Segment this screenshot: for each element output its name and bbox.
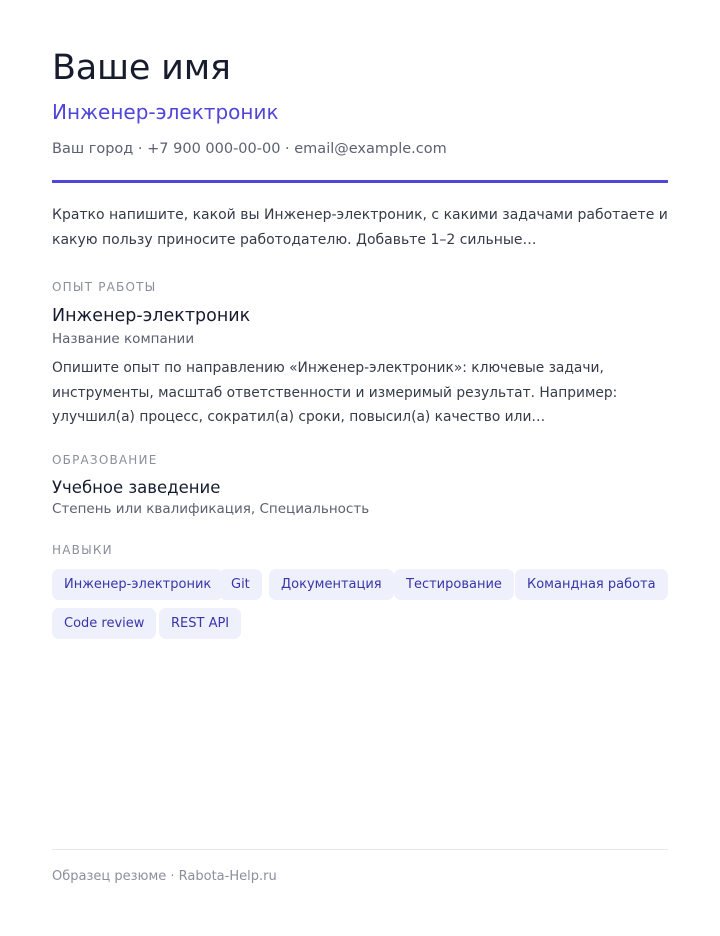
- skill-chip: Git: [219, 569, 262, 600]
- candidate-name: Ваше имя: [52, 48, 231, 88]
- contact-line: Ваш город · +7 900 000-00-00 · email@example.com: [52, 141, 447, 157]
- resume-page: [52, 0, 668, 936]
- experience-section-title: ОПЫТ РАБОТЫ: [52, 280, 157, 294]
- skill-chip: Инженер-электроник: [52, 569, 223, 600]
- skill-chip: Тестирование: [394, 569, 514, 600]
- job-description: Опишите опыт по направлению «Инженер-электроник»: ключевые задачи, инструменты, масштаб ответственности и измеримый результат. Например: улучшил(а) процесс, сократил(а) сроки, повысил(а) качество или…: [52, 360, 618, 425]
- skill-chip: Code review: [52, 608, 156, 639]
- company-name: Название компании: [52, 331, 195, 347]
- candidate-role: Инженер-электроник: [52, 100, 279, 124]
- education-institution: Учебное заведение: [52, 478, 221, 497]
- header-divider: [52, 180, 668, 183]
- skill-chip: REST API: [159, 608, 241, 639]
- education-details: Степень или квалификация, Специальность: [52, 501, 370, 517]
- footer-text: Образец резюме · Rabota-Help.ru: [52, 869, 277, 884]
- job-title: Инженер-электроник: [52, 306, 251, 326]
- skill-chip: Командная работа: [515, 569, 668, 600]
- summary-text: Кратко напишите, какой вы Инженер-электроник, с какими задачами работаете и какую пользу приносите работодателю. Добавьте 1–2 сильные…: [52, 207, 668, 248]
- education-section-title: ОБРАЗОВАНИЕ: [52, 453, 158, 467]
- skills-section-title: НАВЫКИ: [52, 543, 113, 557]
- footer-divider: [52, 849, 668, 850]
- skill-chip: Документация: [269, 569, 394, 600]
